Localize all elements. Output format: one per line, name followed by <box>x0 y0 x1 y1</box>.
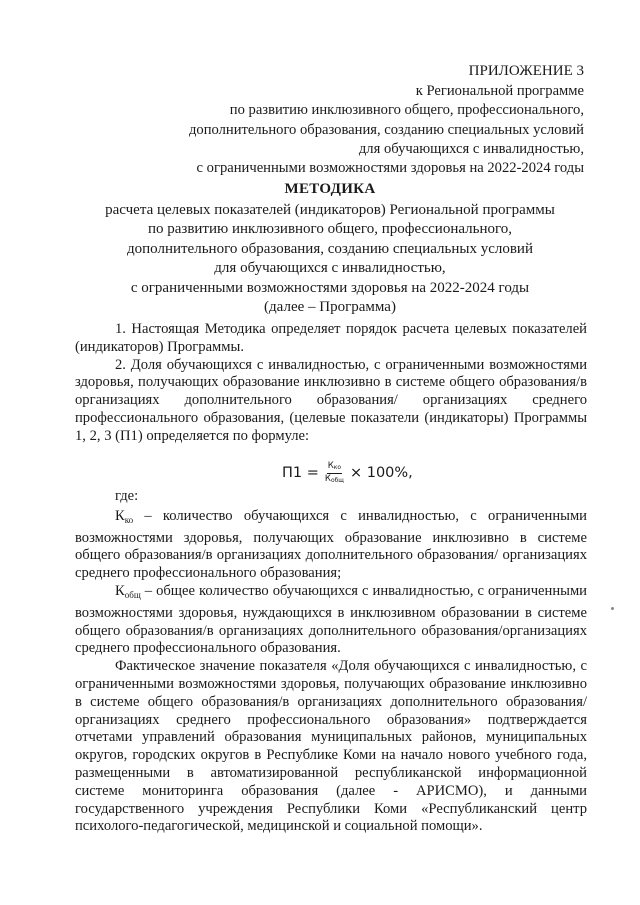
formula-lhs: П1 = <box>282 465 319 481</box>
appendix-header <box>104 62 584 178</box>
k-ko-text: – количество обучающихся с инвалидностью, с ограниченными возможностями здоровья, получающих образование инклюзивно в системе общего образования/в организациях дополнительного образования/ организациях среднего профессионального образования; <box>75 507 587 582</box>
formula <box>282 455 413 491</box>
heading-line: (далее – Программа) <box>264 299 396 315</box>
paragraph-2: 2. Доля обучающихся с инвалидностью, с ограниченными возможностями здоровья, получающих образование инклюзивно в системе общего образования/в организациях дополнительного образования/ организациях среднего профессионального образования, (целевые показатели (индикаторы) Программы 1, 2, 3 (П1) определяется по формуле: <box>75 356 587 444</box>
k-ko-symbol <box>115 508 133 524</box>
k-ko-subscript: ко <box>124 514 134 525</box>
heading-line: расчета целевых показателей (индикаторов) Региональной программы <box>105 201 555 218</box>
k-obsh-text: – общее количество обучающихся с инвалидностью, с ограниченными возможностями здоровья, нуждающихся в инклюзивном образовании в системе общего образования/в организациях дополнительного образования/организациях среднего профессионального образования. <box>75 582 587 657</box>
appendix-line: для обучающихся с инвалидностью, <box>358 140 584 157</box>
appendix-line: с ограниченными возможностями здоровья на 2022-2024 годы <box>196 160 584 177</box>
document-heading <box>70 180 590 318</box>
paragraph-1: 1. Настоящая Методика определяет порядок расчета целевых показателей (индикаторов) Программы. <box>75 321 587 355</box>
formula-fraction <box>325 461 344 486</box>
formula-rhs: × 100%, <box>349 465 413 481</box>
appendix-line: по развитию инклюзивного общего, профессионального, <box>229 102 584 119</box>
actual-value-paragraph: Фактическое значение показателя «Доля обучающихся с инвалидностью, с ограниченными возможностями здоровья, получающих образование инклюзивно в системе общего образования/в организациях дополнительного образования/ организациях среднего профессионального образования» подтверждается отчетами управлений образования муниципальных районов, муниципальных округов, городских округов в Республике Коми на начало нового учебного года, размещенными в автоматизированной республиканской информационной системе мониторинга образования (далее - АРИСМО), и данными государственного учреждения Республики Коми «Республиканский центр психолого-педагогической, медицинской и социальной помощи». <box>75 658 587 835</box>
heading-line: для обучающихся с инвалидностью, <box>214 260 446 276</box>
formula-denominator <box>325 474 344 486</box>
k-obsh-subscript: общ <box>124 589 141 600</box>
k-ko-letter: К <box>115 507 125 524</box>
document-body <box>75 321 587 446</box>
formula-numerator <box>327 461 342 474</box>
appendix-line: к Региональной программе <box>415 83 584 100</box>
heading-line: дополнительного образования, созданию специальных условий <box>127 240 533 257</box>
denominator-symbol: К <box>324 473 331 484</box>
appendix-line: дополнительного образования, созданию специальных условий <box>189 121 584 138</box>
definition-k-obsh <box>75 583 587 658</box>
document-title: МЕТОДИКА <box>284 181 376 197</box>
numerator-subscript: ко <box>333 463 342 471</box>
k-obsh-letter: К <box>115 582 125 599</box>
denominator-subscript: общ <box>330 476 344 484</box>
appendix-number: ПРИЛОЖЕНИЕ 3 <box>468 63 584 79</box>
definitions <box>75 488 587 836</box>
where-label: где: <box>115 488 139 504</box>
scan-dot <box>611 607 614 610</box>
definition-k-ko <box>75 508 587 583</box>
heading-line: с ограниченными возможностями здоровья на 2022-2024 годы <box>130 279 530 296</box>
numerator-symbol: К <box>327 460 334 471</box>
heading-line: по развитию инклюзивного общего, профессионального, <box>147 221 513 237</box>
k-obsh-symbol <box>115 583 141 599</box>
